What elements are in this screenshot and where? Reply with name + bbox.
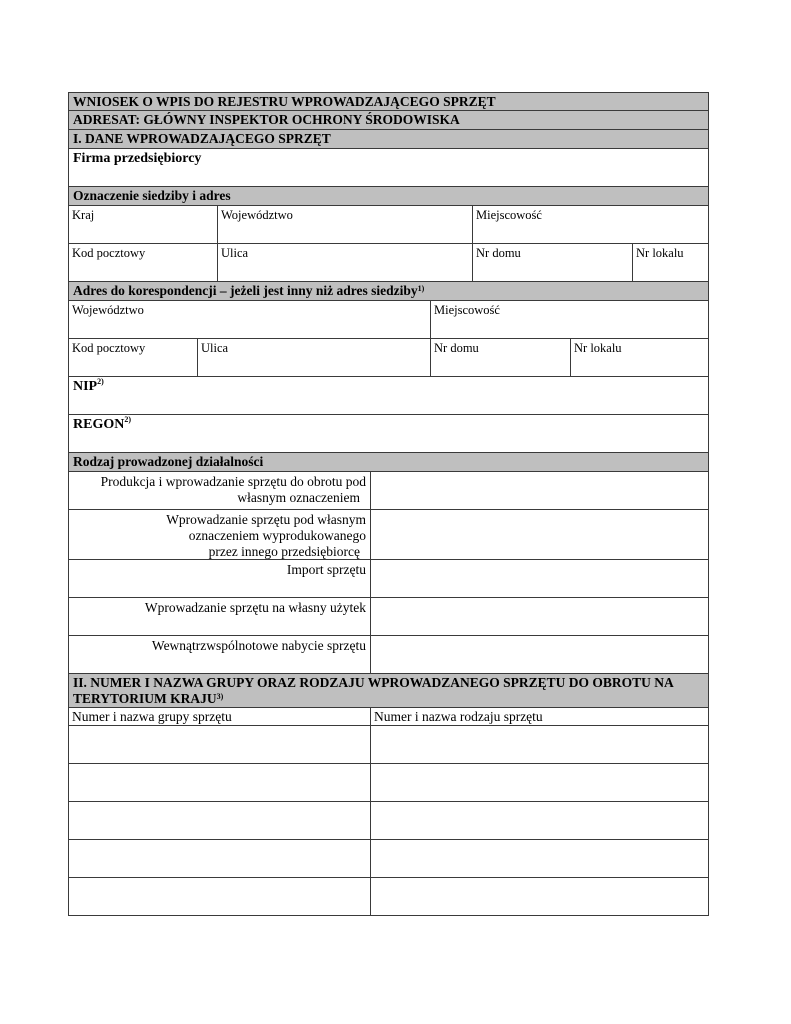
table-row	[68, 764, 709, 802]
company-name-field[interactable]	[68, 149, 709, 187]
activity-value-field[interactable]	[370, 510, 708, 559]
corr-row-1	[68, 301, 709, 339]
street-field[interactable]: Ulica	[217, 244, 472, 281]
activity-row	[68, 636, 709, 674]
corr-postal-code-field[interactable]: Kod pocztowy	[72, 341, 146, 355]
group-cell[interactable]	[69, 840, 370, 877]
section2-heading: II. NUMER I NAZWA GRUPY ORAZ RODZAJU WPROWADZANEGO SPRZĘTU DO OBROTU NA TERYTORIUM KRAJU$^{3)}$	[68, 674, 709, 708]
regon-label: REGON	[73, 417, 125, 432]
city-field[interactable]: Miejscowość	[472, 206, 708, 243]
activity-heading: Rodzaj prowadzonej działalności	[68, 453, 709, 472]
activity-row	[68, 510, 709, 560]
application-form	[68, 92, 709, 916]
company-name-label: Firma przedsiębiorcy	[73, 151, 202, 166]
activity-label: Produkcja i wprowadzanie sprzętu do obrotu pod własnym oznaczeniem	[100, 474, 366, 505]
table-row	[68, 726, 709, 764]
type-cell[interactable]	[370, 764, 708, 801]
group-column-header: Numer i nazwa grupy sprzętu	[72, 709, 232, 724]
group-cell[interactable]	[69, 878, 370, 915]
activity-row	[68, 472, 709, 510]
activity-label: Wprowadzanie sprzętu pod własnym oznaczeniem wyprodukowanego przez innego przedsiębiorcę	[166, 512, 366, 559]
section1-heading: I. DANE WPROWADZAJĄCEGO SPRZĘT	[68, 130, 709, 149]
table-row	[68, 840, 709, 878]
corr-house-number-field[interactable]: Nr domu	[430, 339, 570, 376]
activity-value-field[interactable]	[370, 472, 708, 509]
type-cell[interactable]	[370, 802, 708, 839]
activity-label: Import sprzętu	[286, 562, 366, 577]
seat-row-2	[68, 244, 709, 282]
correspondence-heading: Adres do korespondencji – jeżeli jest inny niż adres siedziby$^{1)}$	[68, 282, 709, 301]
type-cell[interactable]	[370, 840, 708, 877]
corr-apartment-number-field[interactable]: Nr lokalu	[570, 339, 708, 376]
activity-label: Wewnątrzwspólnotowe nabycie sprzętu	[151, 638, 366, 653]
house-number-field[interactable]: Nr domu	[472, 244, 632, 281]
type-cell[interactable]	[370, 878, 708, 915]
equipment-table-header	[68, 708, 709, 726]
country-field[interactable]: Kraj	[72, 208, 95, 222]
activity-row	[68, 560, 709, 598]
corr-city-field[interactable]: Miejscowość	[430, 301, 708, 338]
seat-heading: Oznaczenie siedziby i adres	[68, 187, 709, 206]
type-cell[interactable]	[370, 726, 708, 763]
form-title: WNIOSEK O WPIS DO REJESTRU WPROWADZAJĄCEGO SPRZĘT	[68, 92, 709, 111]
group-cell[interactable]	[69, 726, 370, 763]
group-cell[interactable]	[69, 802, 370, 839]
type-column-header: Numer i nazwa rodzaju sprzętu	[370, 708, 708, 725]
addressee: ADRESAT: GŁÓWNY INSPEKTOR OCHRONY ŚRODOWISKA	[68, 111, 709, 130]
activity-label: Wprowadzanie sprzętu na własny użytek	[144, 600, 366, 615]
regon-field[interactable]: REGON$^{2)}$	[68, 415, 709, 453]
corr-street-field[interactable]: Ulica	[197, 339, 430, 376]
activity-value-field[interactable]	[370, 598, 708, 635]
voivodeship-field[interactable]: Województwo	[217, 206, 472, 243]
postal-code-field[interactable]: Kod pocztowy	[72, 246, 146, 260]
activity-value-field[interactable]	[370, 560, 708, 597]
activity-value-field[interactable]	[370, 636, 708, 673]
nip-field[interactable]: NIP$^{2)}$	[68, 377, 709, 415]
activity-row	[68, 598, 709, 636]
apartment-number-field[interactable]: Nr lokalu	[632, 244, 708, 281]
table-row	[68, 802, 709, 840]
corr-row-2	[68, 339, 709, 377]
group-cell[interactable]	[69, 764, 370, 801]
seat-row-1	[68, 206, 709, 244]
nip-label: NIP	[73, 379, 98, 394]
table-row	[68, 878, 709, 916]
corr-voivodeship-field[interactable]: Województwo	[72, 303, 144, 317]
